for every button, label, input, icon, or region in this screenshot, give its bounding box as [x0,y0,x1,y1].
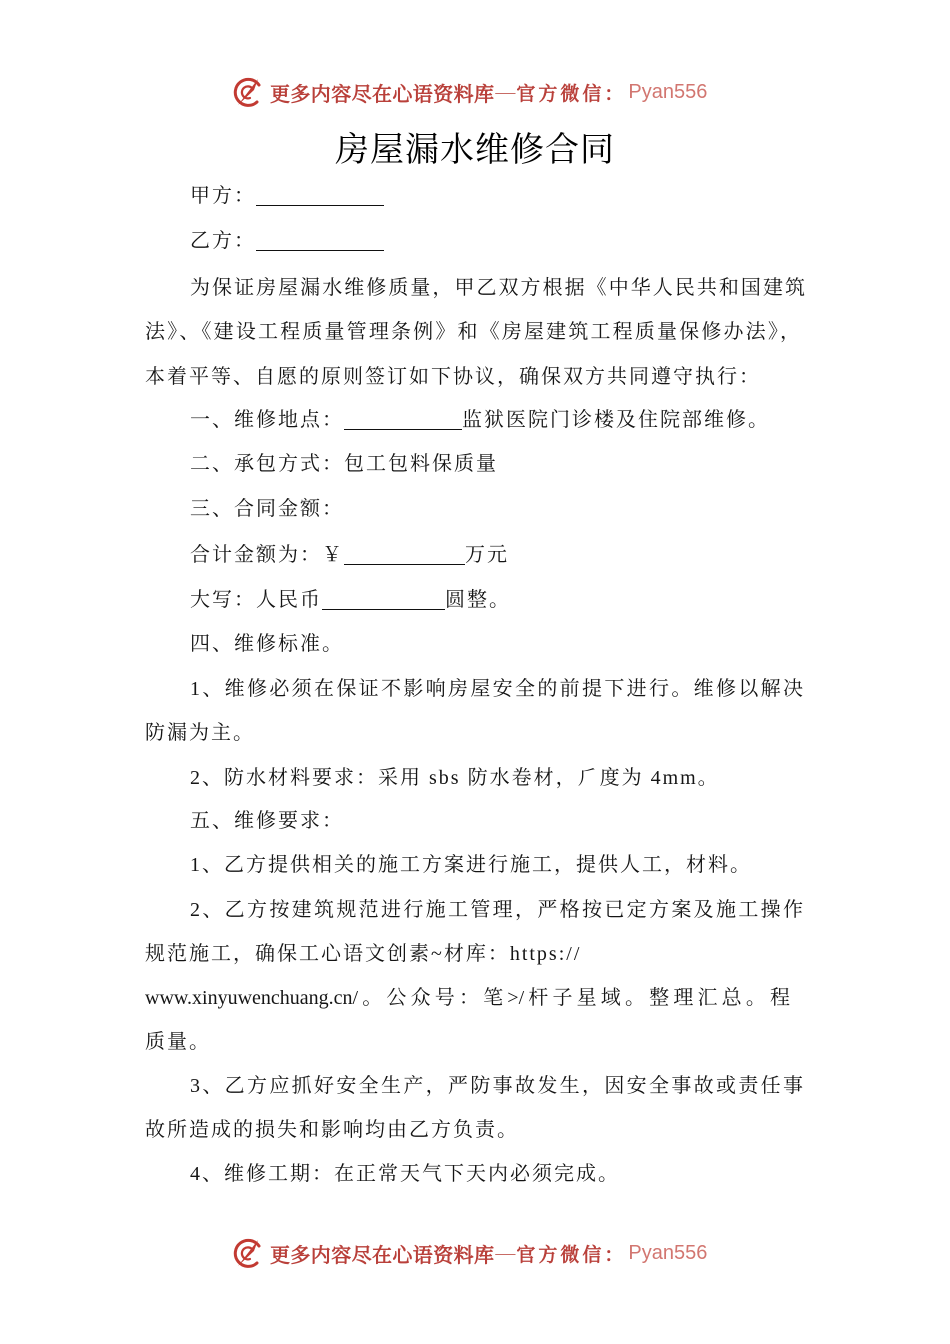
watermark-label: 官方微信： [516,1244,627,1266]
blank-line [344,429,462,430]
total-amount-label: 合计金额为：￥ [190,544,344,566]
repair-location-label: 一、维修地点： [190,409,344,431]
section-heading: 五、维修要求： [190,810,344,832]
watermark-wechat: Pyan556 [628,1241,708,1264]
watermark-dash: — [495,1241,516,1264]
paragraph-line: 故所造成的损失和影响均由乙方负责。 [145,1119,519,1141]
logo-icon [230,1235,266,1271]
party-a-label: 甲方： [190,185,256,207]
paragraph-line: 质量。 [145,1031,211,1053]
watermark-brand: 更多内容尽在心语资料库 [270,83,495,106]
paragraph-line: www.xinyuwenchuang.cn/。公众号：笔>/杆子星域。整理汇总。程 [145,987,790,1009]
paragraph-line: 1、乙方提供相关的施工方案进行施工，提供人工，材料。 [190,854,752,876]
watermark-label: 官方微信： [516,83,627,105]
document-title: 房屋漏水维修合同 [335,131,615,169]
paragraph-line: 本着平等、自愿的原则签订如下协议，确保双方共同遵守执行： [145,366,761,388]
paragraph-line: 1、维修必须在保证不影响房屋安全的前提下进行。维修以解决 [190,678,803,700]
repair-location-text: 监狱医院门诊楼及住院部维修。 [462,409,770,431]
paragraph-line: 防漏为主。 [145,722,255,744]
paragraph-line: 4、维修工期：在正常天气下天内必须完成。 [190,1163,620,1185]
header-watermark [230,74,707,110]
blank-line [344,564,465,565]
amount-in-words-suffix: 圆整。 [445,589,511,611]
section-heading: 三、合同金额： [190,498,344,520]
blank-line [256,205,384,206]
paragraph-line: 规范施工，确保工心语文创素~材库：https:// [145,943,582,965]
party-a-line [190,181,384,211]
amount-in-words-label: 大写：人民币 [190,589,322,611]
paragraph-line: 3、乙方应抓好安全生产，严防事故发生，因安全事故或责任事 [190,1075,803,1097]
party-b-line [190,226,384,256]
paragraph-line: 2、防水材料要求：采用 sbs 防水卷材，⺁度为 4mm。 [190,767,720,789]
logo-icon [230,74,266,110]
paragraph-line: 为保证房屋漏水维修质量，甲乙双方根据《中华人民共和国建筑 [190,277,805,299]
contract-method-line: 二、承包方式：包工包料保质量 [190,453,498,475]
amount-in-words-line [190,585,511,615]
total-amount-unit: 万元 [465,544,509,566]
section-heading: 四、维修标准。 [190,633,344,655]
footer-watermark [230,1235,707,1271]
watermark-wechat: Pyan556 [628,80,708,103]
blank-line [256,250,384,251]
total-amount-line [190,540,509,570]
paragraph-line: 2、乙方按建筑规范进行施工管理，严格按已定方案及施工操作 [190,899,803,921]
watermark-dash: — [495,80,516,103]
repair-location-line [190,405,770,435]
paragraph-line: 法》、《建设工程质量管理条例》和《房屋建筑工程质量保修办法》， [145,321,800,343]
party-b-label: 乙方： [190,230,256,252]
blank-line [322,609,445,610]
watermark-brand: 更多内容尽在心语资料库 [270,1244,495,1267]
